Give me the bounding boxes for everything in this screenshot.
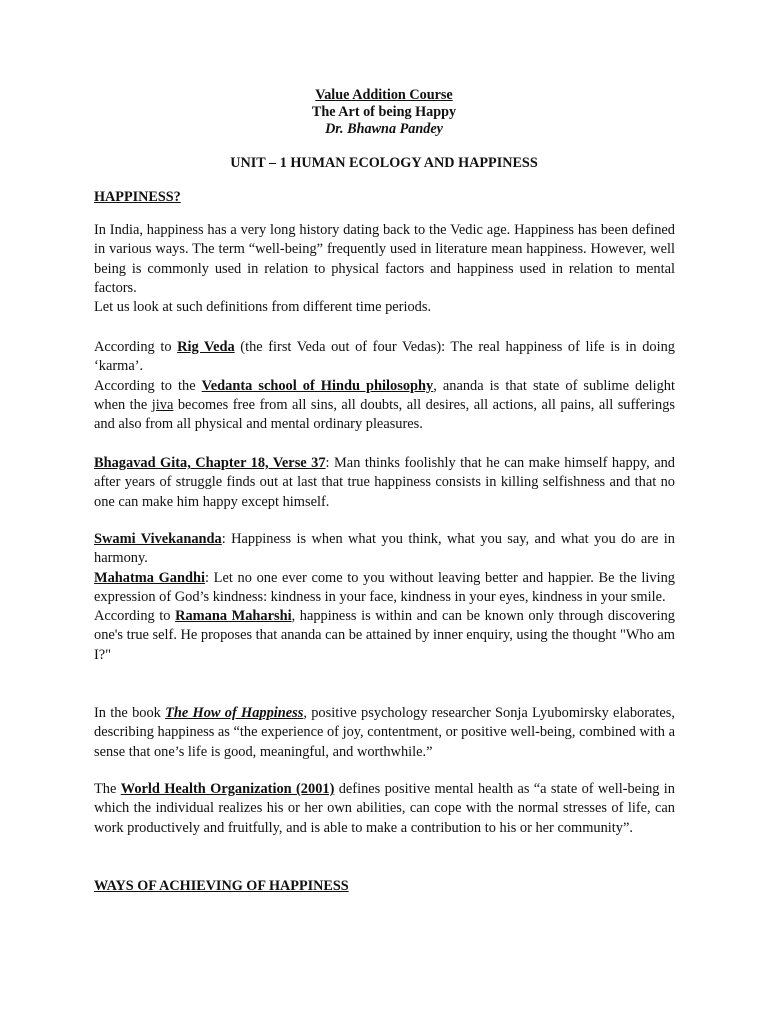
book-paragraph xyxy=(94,704,675,762)
book-title: The How of Happiness xyxy=(165,705,304,721)
gita-block xyxy=(94,454,675,512)
rigveda-term: Rig Veda xyxy=(177,339,235,355)
text: According to the xyxy=(94,377,202,394)
text: According to xyxy=(94,608,176,625)
definitions-block-2 xyxy=(94,530,675,665)
text: defines positive mental health as “a state of well-being in which the individual realizes his or her own abilities, can cope with the normal stresses of life, can work productively and fruitfully, and is able to make a contribution to his or her community”. xyxy=(94,781,675,836)
document-header xyxy=(0,87,768,138)
text: The xyxy=(94,781,121,797)
vivekananda-term: Swami Vivekananda xyxy=(94,531,222,547)
vedanta-term: Vedanta school of Hindu philosophy xyxy=(201,377,434,394)
gita-paragraph xyxy=(94,454,675,512)
text: In the book xyxy=(94,705,166,721)
section-heading-ways: WAYS OF ACHIEVING OF HAPPINESS xyxy=(94,878,349,894)
course-name: Value Addition Course xyxy=(315,87,453,103)
vivekananda-paragraph xyxy=(94,530,675,569)
text: becomes free from all sins, all doubts, all desires, all actions, all pains, all sufferings and also from all physical and mental ordinary pleasures. xyxy=(94,396,675,433)
text: , happiness is within and can be known only through discovering one's true self. He proposes that ananda can be attained by inner enquiry, using the thought "Who am I?" xyxy=(94,608,675,663)
who-term: World Health Organization (2001) xyxy=(120,781,335,797)
text: : Let no one ever come to you without leaving better and happier. Be the living expression of God’s kindness: kindness in your face, kindness in your eyes, kindness in your smile. xyxy=(94,569,675,605)
text: : Man thinks foolishly that he can make himself happy, and after years of struggle finds out at last that true happiness consists in killing selfishness and that no one can make him happy except himself. xyxy=(94,455,675,510)
text: , ananda is that state of sublime delight when the xyxy=(94,377,675,413)
gandhi-paragraph xyxy=(94,569,675,608)
text: According to xyxy=(94,339,178,355)
intro-line: Let us look at such definitions from different time periods. xyxy=(94,299,432,316)
author-name: Dr. Bhawna Pandey xyxy=(325,121,443,137)
rigveda-paragraph xyxy=(94,338,675,377)
text: : Happiness is when what you think, what you say, and what you do are in harmony. xyxy=(94,531,675,567)
intro-paragraph: In India, happiness has a very long history dating back to the Vedic age. Happiness has been defined in various ways. The term “well-being” frequently used in literature mean happiness. However, well being is commonly used in relation to physical factors and happiness used in relation to mental factors. xyxy=(94,222,675,296)
unit-title: UNIT – 1 HUMAN ECOLOGY AND HAPPINESS xyxy=(230,155,538,171)
book-block xyxy=(94,704,675,762)
who-paragraph xyxy=(94,780,675,838)
gandhi-term: Mahatma Gandhi xyxy=(94,569,206,586)
text: (the first Veda out of four Vedas): The real happiness of life is in doing ‘karma’. xyxy=(94,339,675,375)
jiva-term: jiva xyxy=(151,396,174,413)
vedanta-paragraph xyxy=(94,377,675,435)
ramana-paragraph xyxy=(94,607,675,665)
section-heading-happiness: HAPPINESS? xyxy=(94,189,181,205)
text: , positive psychology researcher Sonja Lyubomirsky elaborates, describing happiness as “the experience of joy, contentment, or positive well-being, combined with a sense that one’s life is good, meaningful, and worthwhile.” xyxy=(94,705,675,760)
definitions-block-1 xyxy=(94,338,675,434)
course-title: The Art of being Happy xyxy=(311,104,457,120)
who-block xyxy=(94,780,675,838)
gita-term: Bhagavad Gita, Chapter 18, Verse 37 xyxy=(94,455,326,471)
intro-block xyxy=(94,221,675,317)
ramana-term: Ramana Maharshi xyxy=(175,608,292,625)
